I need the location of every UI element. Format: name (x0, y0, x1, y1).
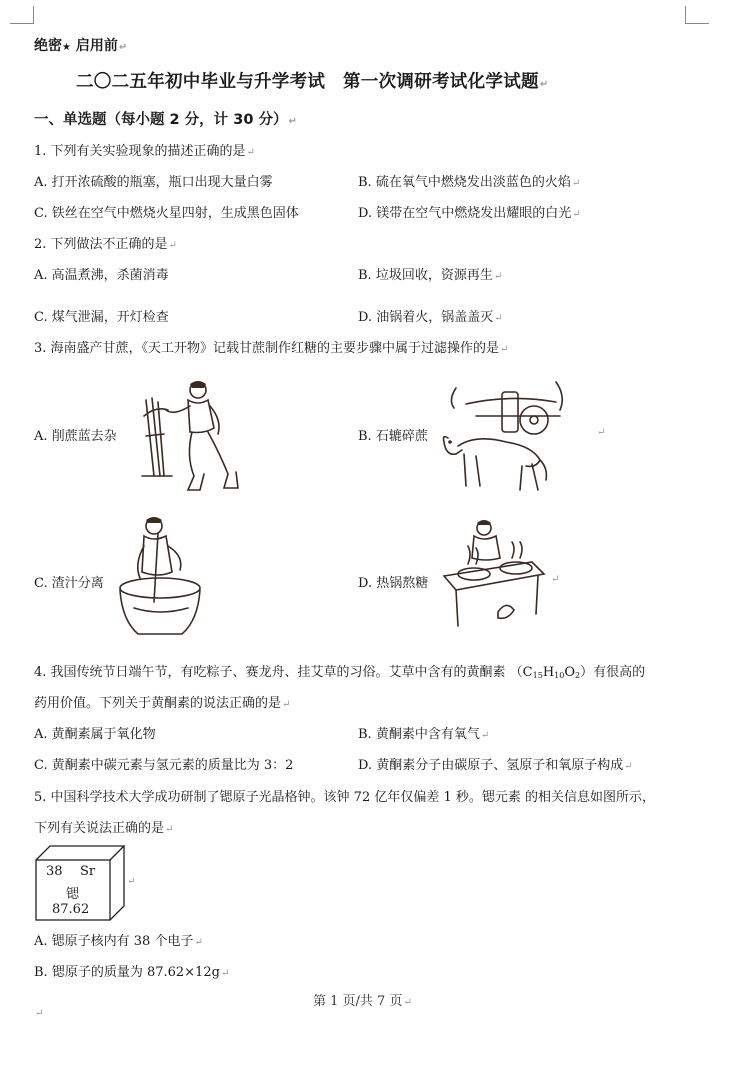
question-2-option-b: B. 垃圾回收，资源再生↵ (358, 268, 503, 283)
question-1-option-d: D. 镁带在空气中燃烧发出耀眼的白光↵ (358, 206, 581, 221)
question-1-stem: 1. 下列有关实验现象的描述正确的是↵ (34, 144, 255, 159)
question-5-line-2: 下列有关说法正确的是↵ (34, 821, 174, 836)
crop-mark-right-horizontal (685, 23, 709, 24)
question-1-option-a: A. 打开浓硫酸的瓶塞，瓶口出现大量白雾 (34, 175, 273, 190)
element-name: 锶 (66, 887, 80, 902)
illustration-boiling-pots (440, 514, 548, 632)
secret-suffix: 启用前 (75, 38, 118, 54)
question-4-line-2: 药用价值。下列关于黄酮素的说法正确的是↵ (34, 696, 291, 711)
page-title: 二〇二五年初中毕业与升学考试 第一次调研考试化学试题↵ (76, 72, 549, 92)
secret-label (34, 35, 127, 55)
crop-mark-right-vertical (685, 6, 686, 24)
question-4-option-d: D. 黄酮素分子由碳原子、氢原子和氧原子构成↵ (358, 758, 633, 773)
question-4-line-1: 4. 我国传统节日端午节，有吃粽子、赛龙舟、挂艾草的习俗。艾草中含有的黄酮素 $(C_{15}H_{10}O_2)$有很高的 (34, 665, 646, 680)
illustration-stone-roller-ox (436, 376, 584, 498)
element-symbol: Sr (80, 864, 96, 879)
illustration-pressing-vat (114, 512, 210, 642)
paragraph-mark-icon: ↵ (127, 876, 136, 887)
question-2-stem: 2. 下列做法不正确的是↵ (34, 237, 177, 252)
element-atomic-mass: 87.62 (52, 902, 90, 917)
question-5-line-1: 5. 中国科学技术大学成功研制了锶原子光晶格钟。该钟 72 亿年仅偏差 1 秒。锶元素 的相关信息如图所示， (34, 790, 656, 805)
question-2-option-c: C. 煤气泄漏，开灯检查 (34, 310, 169, 325)
illustration-peeling-sugarcane (138, 376, 250, 498)
question-3-option-c: C. 渣汁分离 (34, 576, 104, 591)
question-4-option-b: B. 黄酮素中含有氧气↵ (358, 727, 490, 742)
question-1-option-b: B. 硫在氧气中燃烧发出淡蓝色的火焰↵ (358, 175, 581, 190)
question-4-option-c: C. 黄酮素中碳元素与氢元素的质量比为 3：2 (34, 758, 294, 773)
question-4-option-a: A. 黄酮素属于氧化物 (34, 727, 156, 742)
paragraph-mark-icon: ↵ (597, 427, 606, 438)
paragraph-mark-icon: ↵ (35, 1008, 44, 1019)
secret-prefix: 绝密 (34, 38, 62, 54)
section-heading: 一、单选题（每小题 2 分，计 30 分）↵ (34, 112, 297, 128)
question-3-stem: 3. 海南盛产甘蔗，《天工开物》记载甘蔗制作红糖的主要步骤中属于过滤操作的是↵ (34, 341, 509, 356)
page-footer: 第 1 页/共 7 页↵ (313, 994, 412, 1009)
element-atomic-number: 38 (46, 864, 63, 879)
question-5-option-a: A. 锶原子核内有 38 个电子↵ (34, 934, 203, 949)
paragraph-mark-icon: ↵ (288, 116, 297, 127)
question-2-option-a: A. 高温煮沸，杀菌消毒 (34, 268, 169, 283)
question-2-option-d: D. 油锅着火，锅盖盖灭↵ (358, 310, 503, 325)
question-1-option-c: C. 铁丝在空气中燃烧火星四射，生成黑色固体 (34, 206, 299, 221)
question-5-option-b: B. 锶原子的质量为 87.62×12g↵ (34, 965, 230, 980)
question-3-option-a: A. 削蔗蓝去杂 (34, 429, 117, 444)
crop-mark-left-vertical (33, 6, 34, 24)
element-card-strontium (30, 842, 130, 924)
question-3-option-d: D. 热锅熬糖 (358, 576, 429, 591)
paragraph-mark-icon: ↵ (539, 79, 549, 90)
paragraph-mark-icon: ↵ (118, 42, 128, 53)
star-icon: ★ (62, 42, 71, 53)
crop-mark-left-horizontal (10, 23, 34, 24)
question-3-option-b: B. 石辘碎蔗 (358, 429, 428, 444)
paragraph-mark-icon: ↵ (551, 574, 560, 585)
